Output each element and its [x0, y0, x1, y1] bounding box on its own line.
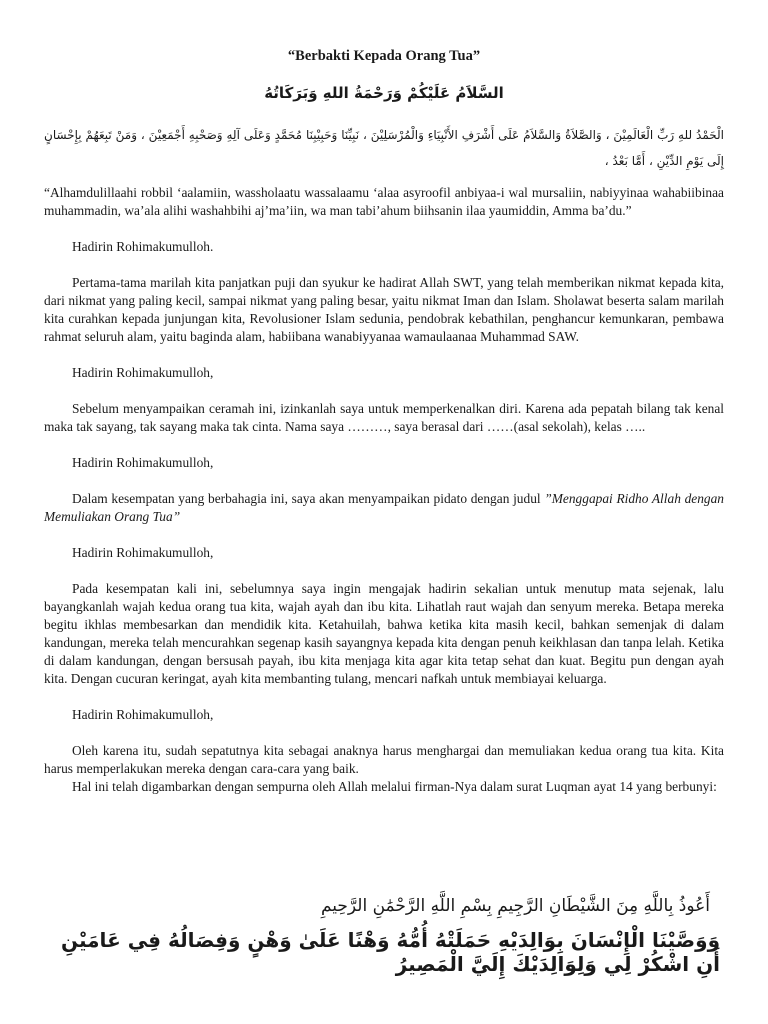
- paragraph-4: Pada kesempatan kali ini, sebelumnya saya ingin mengajak hadirin sekalian untuk menutup mata sejenak, lalu bayangkanlah wajah kedua orang tua kita, wajah ayah dan ibu kita. Lihatlah raut wajah dan senyum mereka. Betapa mereka begitu ikhlas membesarkan dan mendidik kita. Ketahuilah, bahwa ketika kita masih kecil, bahkan semenjak di dalam kandungan, mereka telah mencurahkan segenap kasih sayangnya kepada kita dengan penuh keikhlasan dan tanpa lelah. Ketika di dalam kandungan, dengan bersusah payah, ibu kita menjaga kita agar kita tetap sehat dan kuat. Begitu pun dengan ayah kita. Dengan cucuran keringat, ayah kita membanting tulang, mencari nafkah untuk membiayai keluarga.: [44, 581, 724, 686]
- paragraph-5: Oleh karena itu, sudah sepatutnya kita sebagai anaknya harus menghargai dan memuliakan kedua orang tua kita. Kita harus memperlakukan mereka dengan cara-cara yang baik.: [44, 743, 724, 776]
- luqman-14-verse: وَوَصَّيْنَا الْإِنْسَانَ بِوَالِدَيْهِ حَمَلَتْهُ أُمُّهُ وَهْنًا عَلَىٰ وَهْنٍ وَفِصَالُهُ فِي عَامَيْنِ أَنِ اشْكُرْ لِي وَلِوَالِدَيْكَ إِلَيَّ الْمَصِيرُ: [61, 928, 720, 976]
- paragraph-3-text: Dalam kesempatan yang berbahagia ini, saya akan menyampaikan pidato dengan judul: [72, 491, 545, 506]
- greeting-3: Hadirin Rohimakumulloh,: [72, 455, 214, 470]
- speech-body: [44, 184, 724, 796]
- greeting-4: Hadirin Rohimakumulloh,: [72, 545, 214, 560]
- document-title: “Berbakti Kepada Orang Tua”: [287, 48, 481, 64]
- paragraph-6: Hal ini telah digambarkan dengan sempurna oleh Allah melalui firman-Nya dalam surat Luqman ayat 14 yang berbunyi:: [72, 779, 717, 794]
- paragraph-1: Pertama-tama marilah kita panjatkan puji dan syukur ke hadirat Allah SWT, yang telah memberikan nikmat kepada kita, dari nikmat yang paling kecil, sampai nikmat yang paling besar, yaitu nikmat Iman dan Islam. Sholawat beserta salam marilah kita curahkan kepada junjungan kita, Revolusioner Islam sedunia, pendobrak kebathilan, penghancur kemunkaran, pembawa rahmat seluruh alam, yaitu baginda alam, habiibana wanabiyyanaa wamaulaanaa Muhammad SAW.: [44, 275, 724, 344]
- arabic-salam: السَّلاَمُ عَلَيْكُمْ وَرَحْمَةُ اللهِ وَبَرَكَاتُهُ: [264, 84, 504, 102]
- taawudz-basmalah: أَعُوذُ بِاللَّهِ مِنَ الشَّيْطَانِ الرَّجِيمِ بِسْمِ اللَّهِ الرَّحْمَٰنِ الرَّحِيمِ: [320, 896, 710, 916]
- opening-transliteration: “Alhamdulillaahi robbil ‘aalamiin, wassholaatu wassalaamu ‘alaa asyroofil anbiyaa-i wal mursaliin, nabiyyinaa wahabiibinaa muhammadin, wa’ala alihi washahbihi aj’ma’iin, wa man tabi’ahum biihsanin ilaa yaumiddin, Amma ba’du.”: [44, 185, 724, 218]
- paragraph-2: Sebelum menyampaikan ceramah ini, izinkanlah saya untuk memperkenalkan diri. Karena ada pepatah bilang tak kenal maka tak sayang, tak sayang maka tak cinta. Nama saya ………, saya berasal dari ……(asal sekolah), kelas …..: [44, 401, 724, 434]
- arabic-opening-text: الْحَمْدُ للهِ رَبِّ الْعَالَمِيْنَ ، وَالصَّلاَةُ وَالسَّلاَمُ عَلَى أَشْرَفِ الأَنْبِيَاءِ وَالْمُرْسَلِيْنَ ، نَبِيِّنَا وَحَبِيْبِنَا مُحَمَّدٍ وَعَلَى آلِهِ وَصَحْبِهِ أَجْمَعِيْنَ ، وَمَنْ تَبِعَهُمْ بِإِحْسَانٍ إِلَى يَوْمِ الدِّيْنِ ، أَمَّا بَعْدُ ،: [44, 128, 724, 168]
- greeting-5: Hadirin Rohimakumulloh,: [72, 707, 214, 722]
- paragraph-3: [44, 490, 724, 526]
- greeting-2: Hadirin Rohimakumulloh,: [72, 365, 214, 380]
- speech-title-italic: ”Menggapai Ridho Allah dengan Memuliakan Orang Tua”: [44, 491, 725, 524]
- quran-verse: [60, 896, 720, 976]
- greeting-1: Hadirin Rohimakumulloh.: [72, 239, 214, 254]
